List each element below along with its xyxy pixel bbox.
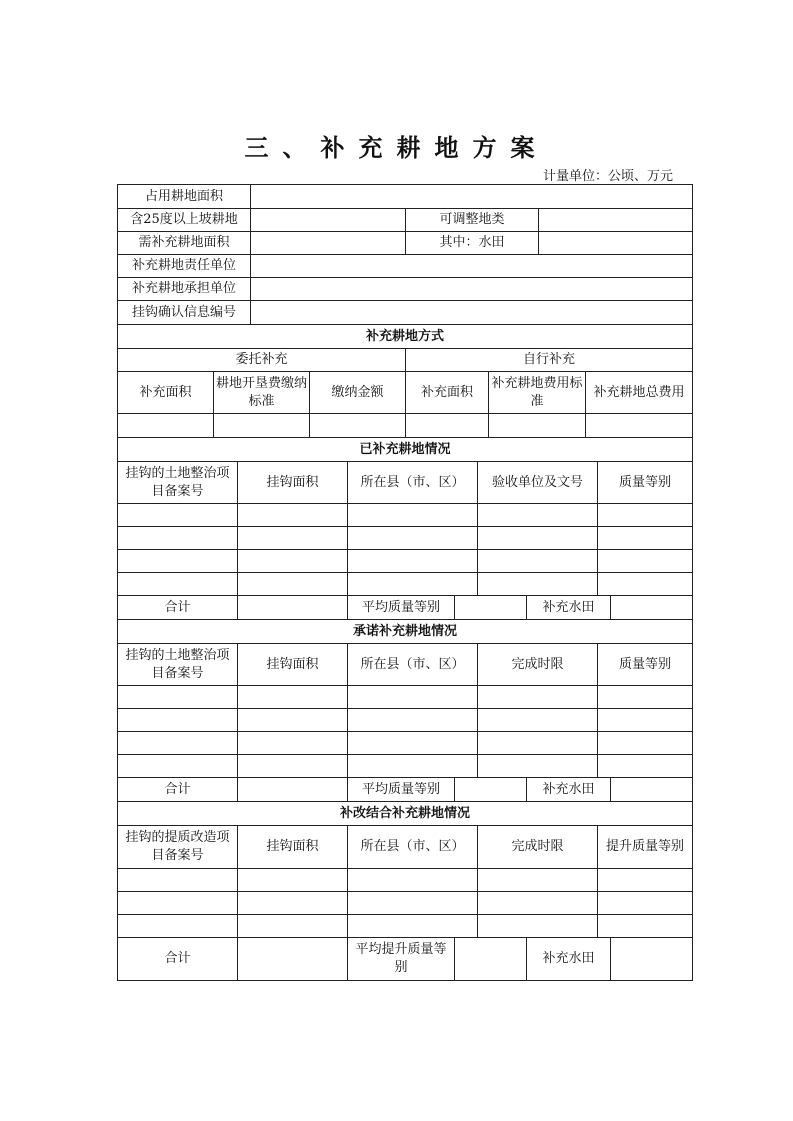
done-cell[interactable] [238, 527, 348, 550]
done-paddy-label: 补充水田 [527, 596, 611, 620]
promise-cell[interactable] [478, 709, 598, 732]
done-col-linked-area: 挂钩面积 [238, 462, 348, 504]
table-row [118, 755, 693, 778]
done-cell[interactable] [598, 550, 693, 573]
done-col-acceptance: 验收单位及文号 [478, 462, 598, 504]
promise-col-linked-area: 挂钩面积 [238, 644, 348, 686]
reform-table [117, 801, 693, 938]
promise-col-county: 所在县（市、区） [348, 644, 478, 686]
done-total-table [117, 595, 693, 620]
promise-cell[interactable] [238, 709, 348, 732]
done-col-county: 所在县（市、区） [348, 462, 478, 504]
occupied-area-label: 占用耕地面积 [118, 185, 251, 209]
table-row [118, 915, 693, 938]
promise-paddy-label: 补充水田 [527, 778, 611, 802]
confirm-no-label: 挂钩确认信息编号 [118, 301, 251, 325]
resp-unit-label: 补充耕地责任单位 [118, 255, 251, 278]
promise-paddy-value[interactable] [611, 778, 693, 802]
table-row [118, 414, 693, 438]
mode-col-fee-standard: 耕地开垦费缴纳标准 [214, 372, 310, 414]
done-cell[interactable] [348, 527, 478, 550]
done-cell[interactable] [118, 573, 238, 596]
mode-cell[interactable] [310, 414, 406, 438]
reform-cell[interactable] [478, 869, 598, 892]
done-cell[interactable] [118, 550, 238, 573]
reform-total-value[interactable] [238, 938, 348, 981]
done-cell[interactable] [348, 504, 478, 527]
reform-cell[interactable] [238, 892, 348, 915]
table-row [118, 892, 693, 915]
table-row [118, 686, 693, 709]
basic-info-table [117, 184, 693, 325]
adjustable-type-label: 可调整地类 [406, 209, 539, 232]
reform-avg-label: 平均提升质量等别 [348, 938, 455, 981]
entrusted-header: 委托补充 [118, 349, 406, 372]
reform-cell[interactable] [478, 892, 598, 915]
reform-cell[interactable] [238, 915, 348, 938]
table-row [118, 573, 693, 596]
reform-col-deadline: 完成时限 [478, 826, 598, 869]
required-area-value[interactable] [251, 232, 406, 255]
promise-cell[interactable] [238, 732, 348, 755]
done-avg-value[interactable] [455, 596, 527, 620]
bearer-unit-label: 补充耕地承担单位 [118, 278, 251, 301]
promise-cell[interactable] [118, 755, 238, 778]
reform-cell[interactable] [598, 869, 693, 892]
done-header: 已补充耕地情况 [118, 438, 693, 462]
reform-cell[interactable] [118, 869, 238, 892]
done-paddy-value[interactable] [611, 596, 693, 620]
done-col-quality: 质量等别 [598, 462, 693, 504]
resp-unit-value[interactable] [251, 255, 693, 278]
mode-col-total-cost: 补充耕地总费用 [586, 372, 693, 414]
done-total-value[interactable] [238, 596, 348, 620]
confirm-no-value[interactable] [251, 301, 693, 325]
promise-cell[interactable] [478, 732, 598, 755]
table-row [118, 709, 693, 732]
done-cell[interactable] [598, 504, 693, 527]
done-cell[interactable] [118, 504, 238, 527]
done-cell[interactable] [238, 573, 348, 596]
table-row [118, 550, 693, 573]
reform-cell[interactable] [118, 892, 238, 915]
promise-cell[interactable] [348, 709, 478, 732]
reform-cell[interactable] [598, 892, 693, 915]
done-cell[interactable] [118, 527, 238, 550]
promise-cell[interactable] [598, 755, 693, 778]
required-area-label: 需补充耕地面积 [118, 232, 251, 255]
done-cell[interactable] [348, 573, 478, 596]
reform-header: 补改结合补充耕地情况 [118, 802, 693, 826]
promise-col-quality: 质量等别 [598, 644, 693, 686]
done-cell[interactable] [598, 527, 693, 550]
promise-cell[interactable] [478, 686, 598, 709]
promise-cell[interactable] [478, 755, 598, 778]
done-cell[interactable] [348, 550, 478, 573]
promise-cell[interactable] [238, 755, 348, 778]
reform-col-linked-area: 挂钩面积 [238, 826, 348, 869]
promise-cell[interactable] [598, 686, 693, 709]
mode-cell[interactable] [586, 414, 693, 438]
table-row [118, 732, 693, 755]
promise-cell[interactable] [118, 709, 238, 732]
reform-cell[interactable] [348, 869, 478, 892]
slope-area-label: 含25度以上坡耕地 [118, 209, 251, 232]
mode-cell[interactable] [406, 414, 489, 438]
promise-cell[interactable] [598, 732, 693, 755]
reform-col-quality-up: 提升质量等别 [598, 826, 693, 869]
reform-total-label: 合计 [118, 938, 238, 981]
mode-table [117, 324, 693, 438]
slope-area-value[interactable] [251, 209, 406, 232]
promise-cell[interactable] [598, 709, 693, 732]
reform-total-table [117, 937, 693, 981]
promise-col-project-no: 挂钩的土地整治项目备案号 [118, 644, 238, 686]
reform-cell[interactable] [348, 915, 478, 938]
done-cell[interactable] [238, 550, 348, 573]
promise-table [117, 619, 693, 778]
promise-cell[interactable] [238, 686, 348, 709]
promise-cell[interactable] [348, 686, 478, 709]
mode-cell[interactable] [214, 414, 310, 438]
promise-total-table [117, 777, 693, 802]
promise-avg-value[interactable] [455, 778, 527, 802]
promise-total-value[interactable] [238, 778, 348, 802]
promise-total-label: 合计 [118, 778, 238, 802]
mode-cell[interactable] [118, 414, 214, 438]
done-cell[interactable] [598, 573, 693, 596]
promise-cell[interactable] [118, 732, 238, 755]
table-row [118, 504, 693, 527]
reform-cell[interactable] [348, 892, 478, 915]
mode-col-self-area: 补充面积 [406, 372, 489, 414]
reform-paddy-label: 补充水田 [527, 938, 611, 981]
done-table [117, 437, 693, 596]
promise-cell[interactable] [118, 686, 238, 709]
done-cell[interactable] [478, 527, 598, 550]
paddy-value[interactable] [539, 232, 693, 255]
bearer-unit-value[interactable] [251, 278, 693, 301]
done-cell[interactable] [478, 573, 598, 596]
reform-cell[interactable] [478, 915, 598, 938]
done-col-project-no: 挂钩的土地整治项目备案号 [118, 462, 238, 504]
adjustable-type-value[interactable] [539, 209, 693, 232]
supplement-form [117, 184, 692, 981]
self-header: 自行补充 [406, 349, 693, 372]
done-cell[interactable] [238, 504, 348, 527]
page-title: 三、补充耕地方案 [244, 133, 549, 162]
done-avg-label: 平均质量等别 [348, 596, 455, 620]
promise-col-deadline: 完成时限 [478, 644, 598, 686]
table-row [118, 869, 693, 892]
reform-cell[interactable] [598, 915, 693, 938]
promise-cell[interactable] [348, 732, 478, 755]
reform-col-county: 所在县（市、区） [348, 826, 478, 869]
reform-cell[interactable] [118, 915, 238, 938]
table-row [118, 527, 693, 550]
mode-col-paid-amount: 缴纳金额 [310, 372, 406, 414]
mode-col-cost-standard: 补充耕地费用标准 [489, 372, 586, 414]
reform-col-project-no: 挂钩的提质改造项目备案号 [118, 826, 238, 869]
unit-note: 计量单位：公顷、万元 [542, 169, 673, 184]
promise-cell[interactable] [348, 755, 478, 778]
reform-paddy-value[interactable] [611, 938, 693, 981]
reform-cell[interactable] [238, 869, 348, 892]
done-cell[interactable] [478, 504, 598, 527]
paddy-label: 其中：水田 [406, 232, 539, 255]
mode-cell[interactable] [489, 414, 586, 438]
promise-header: 承诺补充耕地情况 [118, 620, 693, 644]
done-total-label: 合计 [118, 596, 238, 620]
mode-header: 补充耕地方式 [118, 325, 693, 349]
mode-col-area: 补充面积 [118, 372, 214, 414]
done-cell[interactable] [478, 550, 598, 573]
promise-avg-label: 平均质量等别 [348, 778, 455, 802]
reform-avg-value[interactable] [455, 938, 527, 981]
occupied-area-value[interactable] [251, 185, 693, 209]
